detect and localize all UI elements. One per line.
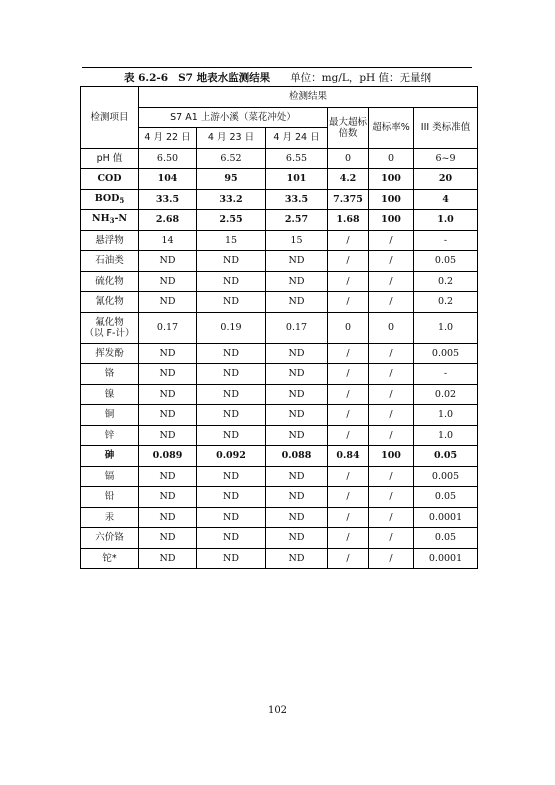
day3-value: 0.088: [266, 446, 328, 467]
day2-value: ND: [197, 251, 266, 272]
row-item-name: 硫化物: [81, 271, 139, 292]
day1-value: 0.089: [139, 446, 197, 467]
exceed-rate-value: /: [369, 487, 414, 508]
day2-value: ND: [197, 507, 266, 528]
day3-value: 2.57: [266, 210, 328, 231]
day1-value: 0.17: [139, 312, 197, 343]
max-ratio-value: /: [328, 528, 369, 549]
day1-value: ND: [139, 466, 197, 487]
standard-value: 0.2: [414, 271, 478, 292]
day3-value: 6.55: [266, 148, 328, 169]
table-row: [81, 507, 478, 528]
day2-value: 0.092: [197, 446, 266, 467]
row-item-name: 砷: [81, 446, 139, 467]
day1-value: 33.5: [139, 189, 197, 210]
day1-value: ND: [139, 364, 197, 385]
day3-value: 33.5: [266, 189, 328, 210]
table-row: [81, 548, 478, 569]
day1-value: 104: [139, 169, 197, 190]
row-item-name: 挥发酚: [81, 343, 139, 364]
max-ratio-value: 1.68: [328, 210, 369, 231]
day2-value: ND: [197, 425, 266, 446]
day3-value: ND: [266, 425, 328, 446]
day1-value: ND: [139, 292, 197, 313]
max-ratio-value: 0: [328, 312, 369, 343]
exceed-rate-value: 0: [369, 148, 414, 169]
day1-value: ND: [139, 271, 197, 292]
day2-value: ND: [197, 466, 266, 487]
day3-value: ND: [266, 251, 328, 272]
day2-value: ND: [197, 271, 266, 292]
day1-value: ND: [139, 343, 197, 364]
table-row: [81, 343, 478, 364]
max-ratio-value: /: [328, 251, 369, 272]
row-item-name: 氟化物 （以 F-计）: [81, 312, 139, 343]
day1-value: 2.68: [139, 210, 197, 231]
max-ratio-value: /: [328, 466, 369, 487]
day2-value: ND: [197, 548, 266, 569]
standard-value: 1.0: [414, 312, 478, 343]
page-number: 102: [267, 705, 288, 716]
day2-value: ND: [197, 405, 266, 426]
day2-value: 6.52: [197, 148, 266, 169]
row-item-name: 石油类: [81, 251, 139, 272]
max-ratio-value: 4.2: [328, 169, 369, 190]
day2-value: 33.2: [197, 189, 266, 210]
row-item-name: 镉: [81, 466, 139, 487]
header-results: 检测结果: [139, 87, 478, 108]
day3-value: ND: [266, 528, 328, 549]
standard-value: 0.05: [414, 251, 478, 272]
day1-value: ND: [139, 548, 197, 569]
table-row: [81, 364, 478, 385]
table-row: [81, 271, 478, 292]
day3-value: 15: [266, 230, 328, 251]
row-item-name: $NH_3-N$: [81, 210, 139, 231]
day3-value: ND: [266, 364, 328, 385]
day1-value: 6.50: [139, 148, 197, 169]
day3-value: 0.17: [266, 312, 328, 343]
table-row: [81, 189, 478, 210]
max-ratio-value: /: [328, 384, 369, 405]
standard-value: 6~9: [414, 148, 478, 169]
day1-value: ND: [139, 384, 197, 405]
standard-value: 0.005: [414, 343, 478, 364]
standard-value: 0.05: [414, 487, 478, 508]
day3-value: 101: [266, 169, 328, 190]
exceed-rate-value: 0: [369, 312, 414, 343]
exceed-rate-value: /: [369, 466, 414, 487]
day1-value: 14: [139, 230, 197, 251]
table-row: [81, 210, 478, 231]
caption-title: S7 地表水监测结果: [178, 72, 271, 84]
standard-value: 0.05: [414, 446, 478, 467]
exceed-rate-value: /: [369, 384, 414, 405]
max-ratio-value: /: [328, 343, 369, 364]
max-ratio-value: /: [328, 292, 369, 313]
table-row: [81, 384, 478, 405]
exceed-rate-value: 100: [369, 169, 414, 190]
row-item-name: 铬: [81, 364, 139, 385]
table-row: [81, 487, 478, 508]
max-ratio-value: /: [328, 271, 369, 292]
table-caption: [80, 70, 475, 85]
header-item: 检测项目: [81, 87, 139, 149]
monitoring-table: [80, 86, 478, 569]
day3-value: ND: [266, 548, 328, 569]
day1-value: ND: [139, 528, 197, 549]
header-date-2: 4 月 23 日: [197, 128, 266, 149]
day3-value: ND: [266, 384, 328, 405]
exceed-rate-value: /: [369, 507, 414, 528]
standard-value: 1.0: [414, 210, 478, 231]
day2-value: 2.55: [197, 210, 266, 231]
max-ratio-value: /: [328, 405, 369, 426]
max-ratio-value: 7.375: [328, 189, 369, 210]
row-item-name: 镍: [81, 384, 139, 405]
day2-value: ND: [197, 528, 266, 549]
table-row: [81, 405, 478, 426]
exceed-rate-value: /: [369, 292, 414, 313]
exceed-rate-value: /: [369, 230, 414, 251]
exceed-rate-value: 100: [369, 189, 414, 210]
exceed-rate-value: /: [369, 271, 414, 292]
row-item-name: 铅: [81, 487, 139, 508]
max-ratio-value: /: [328, 425, 369, 446]
exceed-rate-value: 100: [369, 446, 414, 467]
header-max-ratio: 最大超标倍数: [328, 107, 369, 148]
table-row: [81, 251, 478, 272]
max-ratio-value: /: [328, 487, 369, 508]
exceed-rate-value: 100: [369, 210, 414, 231]
exceed-rate-value: /: [369, 364, 414, 385]
day2-value: 95: [197, 169, 266, 190]
table-row: [81, 148, 478, 169]
day2-value: ND: [197, 292, 266, 313]
row-item-name: COD: [81, 169, 139, 190]
row-item-name: $BOD_5$: [81, 189, 139, 210]
header-date-1: 4 月 22 日: [139, 128, 197, 149]
max-ratio-value: /: [328, 548, 369, 569]
row-item-name: 锌: [81, 425, 139, 446]
day3-value: ND: [266, 271, 328, 292]
max-ratio-value: /: [328, 230, 369, 251]
table-row: [81, 292, 478, 313]
day2-value: 15: [197, 230, 266, 251]
day3-value: ND: [266, 487, 328, 508]
standard-value: 20: [414, 169, 478, 190]
day3-value: ND: [266, 292, 328, 313]
header-exceed-rate: 超标率%: [369, 107, 414, 148]
standard-value: 4: [414, 189, 478, 210]
day2-value: ND: [197, 384, 266, 405]
day1-value: ND: [139, 425, 197, 446]
day3-value: ND: [266, 343, 328, 364]
standard-value: 0.2: [414, 292, 478, 313]
standard-value: 1.0: [414, 405, 478, 426]
table-row: [81, 466, 478, 487]
max-ratio-value: /: [328, 507, 369, 528]
exceed-rate-value: /: [369, 251, 414, 272]
exceed-rate-value: /: [369, 548, 414, 569]
max-ratio-value: /: [328, 364, 369, 385]
day2-value: ND: [197, 487, 266, 508]
day2-value: ND: [197, 343, 266, 364]
row-item-name: pH 值: [81, 148, 139, 169]
table-row: [81, 528, 478, 549]
day3-value: ND: [266, 466, 328, 487]
header-site: S7 A1 上游小溪（菜花冲处）: [139, 107, 328, 128]
day3-value: ND: [266, 507, 328, 528]
exceed-rate-value: /: [369, 343, 414, 364]
day1-value: ND: [139, 487, 197, 508]
day2-value: 0.19: [197, 312, 266, 343]
table-row: [81, 169, 478, 190]
top-rule: [82, 67, 472, 68]
standard-value: -: [414, 364, 478, 385]
row-item-name: 汞: [81, 507, 139, 528]
caption-label: 表 6.2-6: [123, 72, 169, 84]
row-item-name: 铊*: [81, 548, 139, 569]
header-standard: III 类标准值: [414, 107, 478, 148]
caption-units: 单位：mg/L，pH 值：无量纲: [290, 72, 432, 84]
exceed-rate-value: /: [369, 528, 414, 549]
exceed-rate-value: /: [369, 425, 414, 446]
row-item-name: 氰化物: [81, 292, 139, 313]
day2-value: ND: [197, 364, 266, 385]
day1-value: ND: [139, 507, 197, 528]
row-item-name: 六价铬: [81, 528, 139, 549]
standard-value: 0.005: [414, 466, 478, 487]
standard-value: -: [414, 230, 478, 251]
table-row: [81, 230, 478, 251]
standard-value: 0.05: [414, 528, 478, 549]
exceed-rate-value: /: [369, 405, 414, 426]
day1-value: ND: [139, 405, 197, 426]
standard-value: 1.0: [414, 425, 478, 446]
row-item-name: 悬浮物: [81, 230, 139, 251]
max-ratio-value: 0: [328, 148, 369, 169]
header-date-3: 4 月 24 日: [266, 128, 328, 149]
day3-value: ND: [266, 405, 328, 426]
standard-value: 0.0001: [414, 548, 478, 569]
day1-value: ND: [139, 251, 197, 272]
max-ratio-value: 0.84: [328, 446, 369, 467]
table-row: [81, 425, 478, 446]
row-item-name: 铜: [81, 405, 139, 426]
standard-value: 0.02: [414, 384, 478, 405]
table-row: [81, 312, 478, 343]
table-row: [81, 446, 478, 467]
standard-value: 0.0001: [414, 507, 478, 528]
